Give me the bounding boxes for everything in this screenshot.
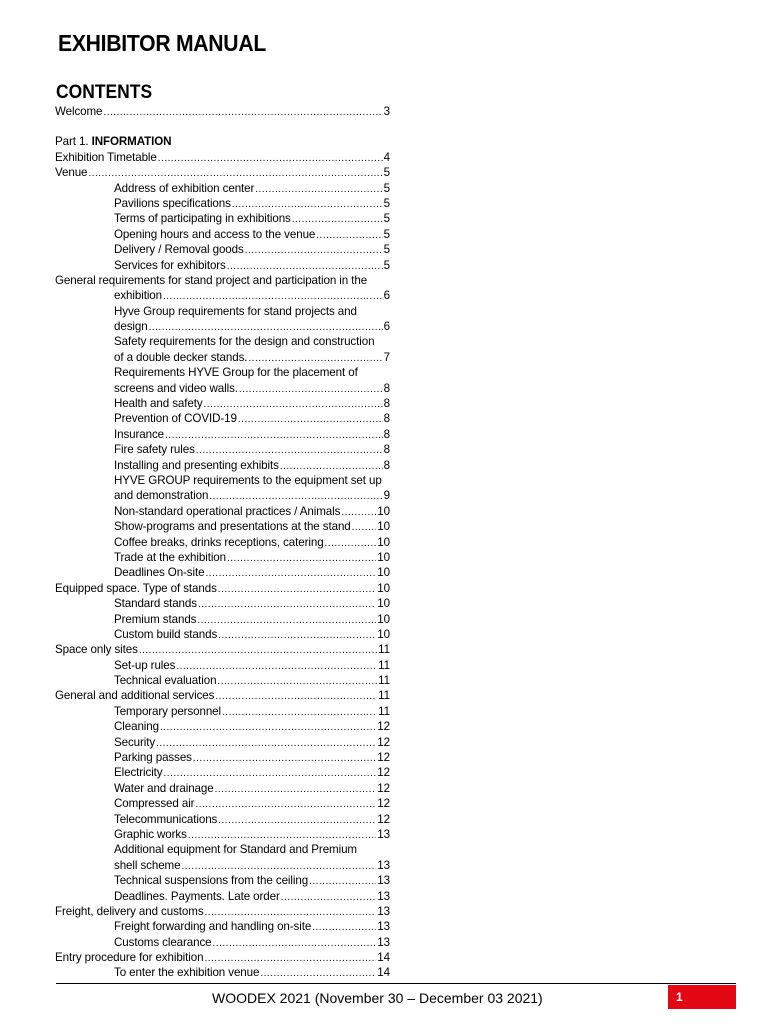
toc-entry-text: Hyve Group requirements for stand projects and bbox=[114, 304, 357, 318]
toc-page-number: 13 bbox=[377, 827, 390, 841]
toc-leader-dots bbox=[164, 766, 377, 780]
toc-page-number: 13 bbox=[377, 874, 390, 888]
toc-page-number: 14 bbox=[377, 966, 390, 980]
toc-page-number: 12 bbox=[377, 797, 390, 811]
toc-leader-dots bbox=[193, 751, 376, 765]
toc-entry[interactable] bbox=[55, 396, 390, 411]
toc-leader-dots bbox=[239, 382, 383, 396]
toc-entry-text: Services for exhibitors bbox=[114, 258, 226, 272]
toc-entry[interactable] bbox=[55, 965, 390, 980]
toc-entry[interactable] bbox=[55, 873, 390, 888]
toc-entry-text: Health and safety bbox=[114, 397, 203, 411]
toc-entry[interactable] bbox=[55, 950, 390, 965]
toc-page-number: 13 bbox=[377, 904, 390, 918]
toc-entry[interactable] bbox=[55, 535, 390, 550]
toc-leader-dots bbox=[222, 705, 377, 719]
toc-entry-text: design bbox=[114, 320, 148, 334]
toc-leader-dots bbox=[204, 951, 376, 965]
toc-leader-dots bbox=[176, 659, 377, 673]
toc-entry[interactable] bbox=[55, 719, 390, 734]
toc-entry[interactable] bbox=[55, 227, 390, 242]
toc-page-number: 10 bbox=[377, 504, 390, 518]
toc-page-number: 10 bbox=[377, 581, 390, 595]
toc-entry[interactable] bbox=[55, 165, 390, 180]
toc-page-number: 5 bbox=[383, 181, 390, 195]
toc-leader-dots bbox=[149, 320, 383, 334]
toc-entry[interactable] bbox=[55, 304, 390, 319]
toc-entry[interactable] bbox=[55, 919, 390, 934]
toc-page-number: 12 bbox=[377, 812, 390, 826]
toc-leader-dots bbox=[218, 582, 377, 596]
toc-page-number: 4 bbox=[383, 150, 390, 164]
toc-leader-dots bbox=[205, 566, 376, 580]
toc-entry-text: Terms of participating in exhibitions bbox=[114, 212, 291, 226]
toc-page-number: 12 bbox=[377, 781, 390, 795]
toc-leader-dots bbox=[181, 859, 376, 873]
toc-entry-text: Opening hours and access to the venue bbox=[114, 227, 316, 241]
toc-leader-dots bbox=[205, 905, 377, 919]
toc-entry[interactable] bbox=[55, 596, 390, 611]
toc-entry[interactable] bbox=[55, 565, 390, 580]
toc-entry[interactable] bbox=[55, 658, 390, 673]
toc-entry[interactable] bbox=[55, 181, 390, 196]
toc-leader-dots bbox=[209, 489, 382, 503]
toc-entry-text: Show-programs and presentations at the stand bbox=[114, 520, 351, 534]
toc-entry[interactable] bbox=[55, 673, 390, 688]
toc-entry-text: Temporary personnel bbox=[114, 704, 222, 718]
toc-leader-dots bbox=[198, 597, 376, 611]
toc-entry[interactable] bbox=[55, 488, 390, 503]
toc-page-number: 8 bbox=[383, 397, 390, 411]
toc-entry-text: Welcome bbox=[55, 105, 103, 118]
toc-leader-dots bbox=[232, 197, 383, 211]
toc-leader-dots bbox=[215, 689, 377, 703]
toc-entry[interactable] bbox=[55, 350, 390, 365]
toc-entry-text: Prevention of COVID-19 bbox=[114, 412, 237, 426]
toc-page-number: 12 bbox=[377, 751, 390, 765]
toc-page-number: 10 bbox=[377, 612, 390, 626]
toc-entry-text: To enter the exhibition venue bbox=[114, 966, 260, 980]
toc-page-number: 11 bbox=[378, 689, 390, 703]
toc-leader-dots bbox=[227, 259, 383, 273]
toc-leader-dots bbox=[217, 674, 377, 688]
toc-page-number: 12 bbox=[377, 766, 390, 780]
toc-entry[interactable] bbox=[55, 427, 390, 442]
toc-leader-dots bbox=[292, 212, 383, 226]
toc-leader-dots bbox=[352, 520, 377, 534]
toc-entry[interactable] bbox=[55, 842, 390, 857]
toc-entry[interactable] bbox=[55, 812, 390, 827]
toc-entry-text: Equipped space. Type of stands bbox=[55, 581, 217, 595]
toc-entry[interactable] bbox=[55, 612, 390, 627]
toc-page-number: 6 bbox=[383, 320, 390, 334]
toc-page-number: 7 bbox=[383, 350, 390, 364]
toc-leader-dots bbox=[255, 182, 382, 196]
toc-entry[interactable] bbox=[55, 765, 390, 780]
toc-entry[interactable] bbox=[55, 735, 390, 750]
toc-entry-text: Requirements HYVE Group for the placement of bbox=[114, 366, 358, 380]
toc-entry[interactable] bbox=[55, 827, 390, 842]
toc-entry[interactable] bbox=[55, 935, 390, 950]
toc-leader-dots bbox=[245, 243, 383, 257]
toc-page-number: 11 bbox=[378, 643, 390, 657]
toc-entry[interactable] bbox=[55, 334, 390, 349]
toc-page-number: 8 bbox=[383, 381, 390, 395]
toc-entry-text: Address of exhibition center bbox=[114, 181, 255, 195]
toc-entry-text: of a double decker stands. bbox=[114, 350, 248, 364]
toc-entry[interactable] bbox=[55, 365, 390, 380]
toc-leader-dots bbox=[316, 228, 382, 242]
toc-leader-dots bbox=[218, 628, 376, 642]
toc-page-number: 10 bbox=[377, 627, 390, 641]
toc-entry-text: and demonstration bbox=[114, 489, 209, 503]
toc-page-number: 10 bbox=[377, 535, 390, 549]
toc-entry-text: Delivery / Removal goods bbox=[114, 243, 244, 257]
toc-page-number: 13 bbox=[377, 935, 390, 949]
toc-page-number: 8 bbox=[383, 412, 390, 426]
toc-entry[interactable] bbox=[55, 550, 390, 565]
toc-entry-text: Additional equipment for Standard and Premium bbox=[114, 843, 357, 857]
footer-event-text: WOODEX 2021 (November 30 – December 03 2021) bbox=[212, 990, 543, 1006]
toc-page-number: 10 bbox=[377, 550, 390, 564]
toc-entry-text: Graphic works bbox=[114, 827, 187, 841]
toc-entry-text: General and additional services bbox=[55, 689, 215, 703]
toc-leader-dots bbox=[227, 551, 376, 565]
toc-entry-text: Customs clearance bbox=[114, 935, 212, 949]
toc-page-number: 6 bbox=[383, 289, 390, 303]
toc-leader-dots bbox=[341, 505, 376, 519]
toc-entry[interactable] bbox=[55, 319, 390, 334]
toc-leader-dots bbox=[139, 643, 377, 657]
toc-entry[interactable] bbox=[55, 442, 390, 457]
toc-entry-text: Premium stands bbox=[114, 612, 197, 626]
toc-entry-text: Custom build stands bbox=[114, 627, 218, 641]
toc-entry[interactable] bbox=[55, 688, 390, 703]
toc-page-number: 12 bbox=[377, 720, 390, 734]
toc-entry-text: Technical evaluation bbox=[114, 674, 217, 688]
toc-page-number: 10 bbox=[377, 597, 390, 611]
toc-section-title: INFORMATION bbox=[91, 135, 172, 149]
toc-entry[interactable] bbox=[55, 581, 390, 596]
toc-leader-dots bbox=[280, 459, 383, 473]
toc-page-number: 5 bbox=[383, 227, 390, 241]
toc-entry-text: Cleaning bbox=[114, 720, 159, 734]
toc-entry[interactable] bbox=[55, 288, 390, 303]
toc-entry-text: Space only sites bbox=[55, 643, 138, 657]
toc-entry-text: Exhibition Timetable bbox=[55, 150, 157, 164]
toc-entry-text: shell scheme bbox=[114, 858, 181, 872]
toc-entry[interactable] bbox=[55, 504, 390, 519]
toc-page-number: 5 bbox=[383, 196, 390, 210]
toc-entry-text: Freight, delivery and customs bbox=[55, 904, 204, 918]
toc-page-number: 12 bbox=[377, 735, 390, 749]
toc-entry-text: Coffee breaks, drinks receptions, catering bbox=[114, 535, 324, 549]
toc-entry[interactable] bbox=[55, 473, 390, 488]
toc-page-number: 8 bbox=[383, 427, 390, 441]
toc-leader-dots bbox=[260, 966, 376, 980]
toc-page-number: 11 bbox=[378, 704, 390, 718]
toc-entry-text: General requirements for stand project and participation in the bbox=[55, 273, 368, 287]
toc-entry[interactable] bbox=[55, 458, 390, 473]
toc-entry-text: screens and video walls. bbox=[114, 381, 238, 395]
toc-leader-dots bbox=[163, 289, 383, 303]
toc-page-number: 11 bbox=[378, 674, 390, 688]
toc-entry-text: Parking passes bbox=[114, 751, 192, 765]
toc-page-number: 10 bbox=[377, 520, 390, 534]
toc-leader-dots bbox=[197, 613, 376, 627]
toc-entry[interactable] bbox=[55, 411, 390, 426]
toc-section-heading bbox=[55, 134, 390, 149]
toc-entry-text: Venue bbox=[55, 166, 88, 180]
toc-entry[interactable] bbox=[55, 381, 390, 396]
toc-entry-text: Insurance bbox=[114, 427, 165, 441]
toc-entry[interactable] bbox=[55, 627, 390, 642]
table-of-contents bbox=[55, 104, 390, 981]
toc-entry[interactable] bbox=[55, 704, 390, 719]
toc-page-number: 3 bbox=[383, 105, 390, 118]
toc-entry[interactable] bbox=[55, 519, 390, 534]
toc-leader-dots bbox=[158, 151, 383, 165]
toc-page-number: 13 bbox=[377, 920, 390, 934]
toc-page-number: 10 bbox=[377, 566, 390, 580]
toc-page-number: 13 bbox=[377, 889, 390, 903]
toc-leader-dots bbox=[215, 782, 377, 796]
toc-leader-dots bbox=[213, 936, 377, 950]
footer-divider bbox=[56, 983, 736, 984]
toc-entry-text: Electricity bbox=[114, 766, 163, 780]
toc-entry[interactable] bbox=[55, 273, 390, 288]
toc-page-number: 5 bbox=[383, 243, 390, 257]
toc-entry[interactable] bbox=[55, 196, 390, 211]
toc-page-number: 13 bbox=[377, 858, 390, 872]
toc-leader-dots bbox=[204, 397, 383, 411]
toc-entry[interactable] bbox=[55, 858, 390, 873]
toc-page-number: 5 bbox=[383, 166, 390, 180]
toc-leader-dots bbox=[248, 351, 382, 365]
toc-entry-text: Technical suspensions from the ceiling bbox=[114, 874, 309, 888]
toc-entry-text: Water and drainage bbox=[114, 781, 214, 795]
toc-entry-text: Safety requirements for the design and construction bbox=[114, 335, 375, 349]
toc-page-number: 14 bbox=[377, 951, 390, 965]
page-number-badge: 1 bbox=[668, 985, 736, 1009]
toc-entry-text: Deadlines On-site bbox=[114, 566, 205, 580]
toc-entry[interactable] bbox=[55, 258, 390, 273]
toc-entry[interactable] bbox=[55, 796, 390, 811]
toc-entry-text: Compressed air bbox=[114, 797, 195, 811]
toc-entry[interactable] bbox=[55, 242, 390, 257]
toc-leader-dots bbox=[218, 813, 376, 827]
toc-leader-dots bbox=[188, 828, 377, 842]
toc-entry[interactable] bbox=[55, 904, 390, 919]
toc-leader-dots bbox=[238, 412, 383, 426]
toc-entry-text: Fire safety rules bbox=[114, 443, 195, 457]
toc-page-number: 11 bbox=[378, 658, 390, 672]
toc-entry[interactable] bbox=[55, 889, 390, 904]
toc-leader-dots bbox=[195, 797, 376, 811]
toc-leader-dots bbox=[309, 874, 376, 888]
toc-leader-dots bbox=[88, 166, 382, 180]
toc-entry-text: Installing and presenting exhibits bbox=[114, 458, 279, 472]
toc-entry-text: Set-up rules bbox=[114, 658, 176, 672]
toc-page-number: 9 bbox=[383, 489, 390, 503]
toc-entry[interactable] bbox=[55, 150, 390, 165]
toc-entry-text: Standard stands bbox=[114, 597, 197, 611]
toc-entry[interactable] bbox=[55, 750, 390, 765]
toc-entry-text: Trade at the exhibition bbox=[114, 550, 226, 564]
toc-leader-dots bbox=[325, 536, 377, 550]
toc-entry-text: exhibition bbox=[114, 289, 162, 303]
toc-leader-dots bbox=[103, 105, 382, 119]
toc-page-number: 5 bbox=[383, 212, 390, 226]
contents-heading: CONTENTS bbox=[56, 82, 153, 103]
toc-leader-dots bbox=[196, 443, 383, 457]
toc-page-number: 5 bbox=[383, 258, 390, 272]
toc-page-number: 8 bbox=[383, 443, 390, 457]
toc-page-number: 8 bbox=[383, 458, 390, 472]
toc-entry-text: Pavilions specifications bbox=[114, 196, 231, 210]
toc-entry-text: Non-standard operational practices / Animals bbox=[114, 504, 341, 518]
toc-entry[interactable] bbox=[55, 211, 390, 226]
toc-section-prefix: Part 1. bbox=[55, 135, 92, 149]
toc-entry[interactable] bbox=[55, 781, 390, 796]
toc-leader-dots bbox=[281, 890, 377, 904]
toc-entry-text: Entry procedure for exhibition bbox=[55, 951, 204, 965]
toc-leader-dots bbox=[160, 720, 376, 734]
toc-entry-text: Freight forwarding and handling on-site bbox=[114, 920, 312, 934]
toc-entry-text: Security bbox=[114, 735, 156, 749]
toc-entry[interactable] bbox=[55, 104, 390, 119]
toc-entry-text: Telecommunications bbox=[114, 812, 218, 826]
toc-entry-text: Deadlines. Payments. Late order bbox=[114, 889, 280, 903]
toc-entry[interactable] bbox=[55, 642, 390, 657]
toc-leader-dots bbox=[312, 920, 376, 934]
toc-leader-dots bbox=[165, 428, 383, 442]
toc-leader-dots bbox=[156, 736, 376, 750]
toc-entry-text: HYVE GROUP requirements to the equipment set up bbox=[114, 473, 382, 487]
document-title: EXHIBITOR MANUAL bbox=[58, 30, 266, 56]
